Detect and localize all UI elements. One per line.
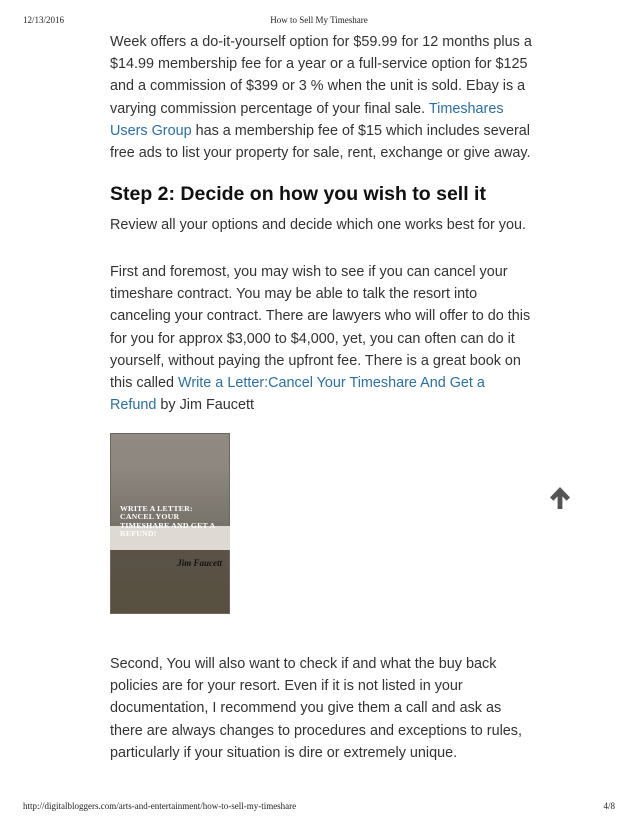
book-cover-title: WRITE A LETTER: CANCEL YOUR TIMESHARE AND GET A REFUND! [120, 504, 215, 538]
paragraph-text: Week offers a do-it-yourself option for $59.99 for 12 months plus a $14.99 membership fee for a year or a full-service option for $125 and a commission of $399 or 3 % when the unit is sold. Ebay is a varying commission percentage of your final sale. [110, 34, 532, 117]
step2-heading: Step 2: Decide on how you wish to sell it [110, 183, 486, 205]
scroll-to-top-button[interactable] [549, 486, 571, 510]
print-page-number: 4/8 [603, 801, 615, 811]
article-paragraph [110, 31, 535, 164]
print-page-title: How to Sell My Timeshare [270, 15, 368, 25]
article-paragraph: Second, You will also want to check if and what the buy back policies are for your resort. Even if it is not listed in your documentation, I recommend you give them a call and ask as there are always changes to procedures and exceptions to rules, particularly if your situation is dire or extremely unique. [110, 656, 522, 761]
paragraph-text: First and foremost, you may wish to see if you can cancel your timeshare contract. You may be able to talk the resort into canceling your contract. There are lawyers who will offer to do this for you for approx $3,000 to $4,000, yet, you can often can do it yourself, without paying the upfront fee. There is a great book on this called [110, 264, 531, 392]
article-body [110, 31, 535, 761]
print-date: 12/13/2016 [23, 15, 65, 25]
book-cover-image[interactable] [110, 433, 230, 614]
print-url: http://digitalbloggers.com/arts-and-entertainment/how-to-sell-my-timeshare [23, 801, 297, 811]
book-cover-author: Jim Faucett [177, 558, 222, 568]
arrow-up-icon [549, 486, 571, 510]
paragraph-text: has a membership fee of $15 which includes several free ads to list your property for sale, rent, exchange or give away. [110, 122, 531, 162]
timeshares-users-group-link[interactable]: Timeshares Users Group [110, 100, 504, 139]
article-paragraph [110, 261, 535, 416]
paragraph-text: by Jim Faucett [156, 397, 254, 414]
article-paragraph: Review all your options and decide which one works best for you. [110, 217, 526, 233]
write-a-letter-book-link[interactable]: Write a Letter:Cancel Your Timeshare And Get a Refund [110, 375, 485, 414]
